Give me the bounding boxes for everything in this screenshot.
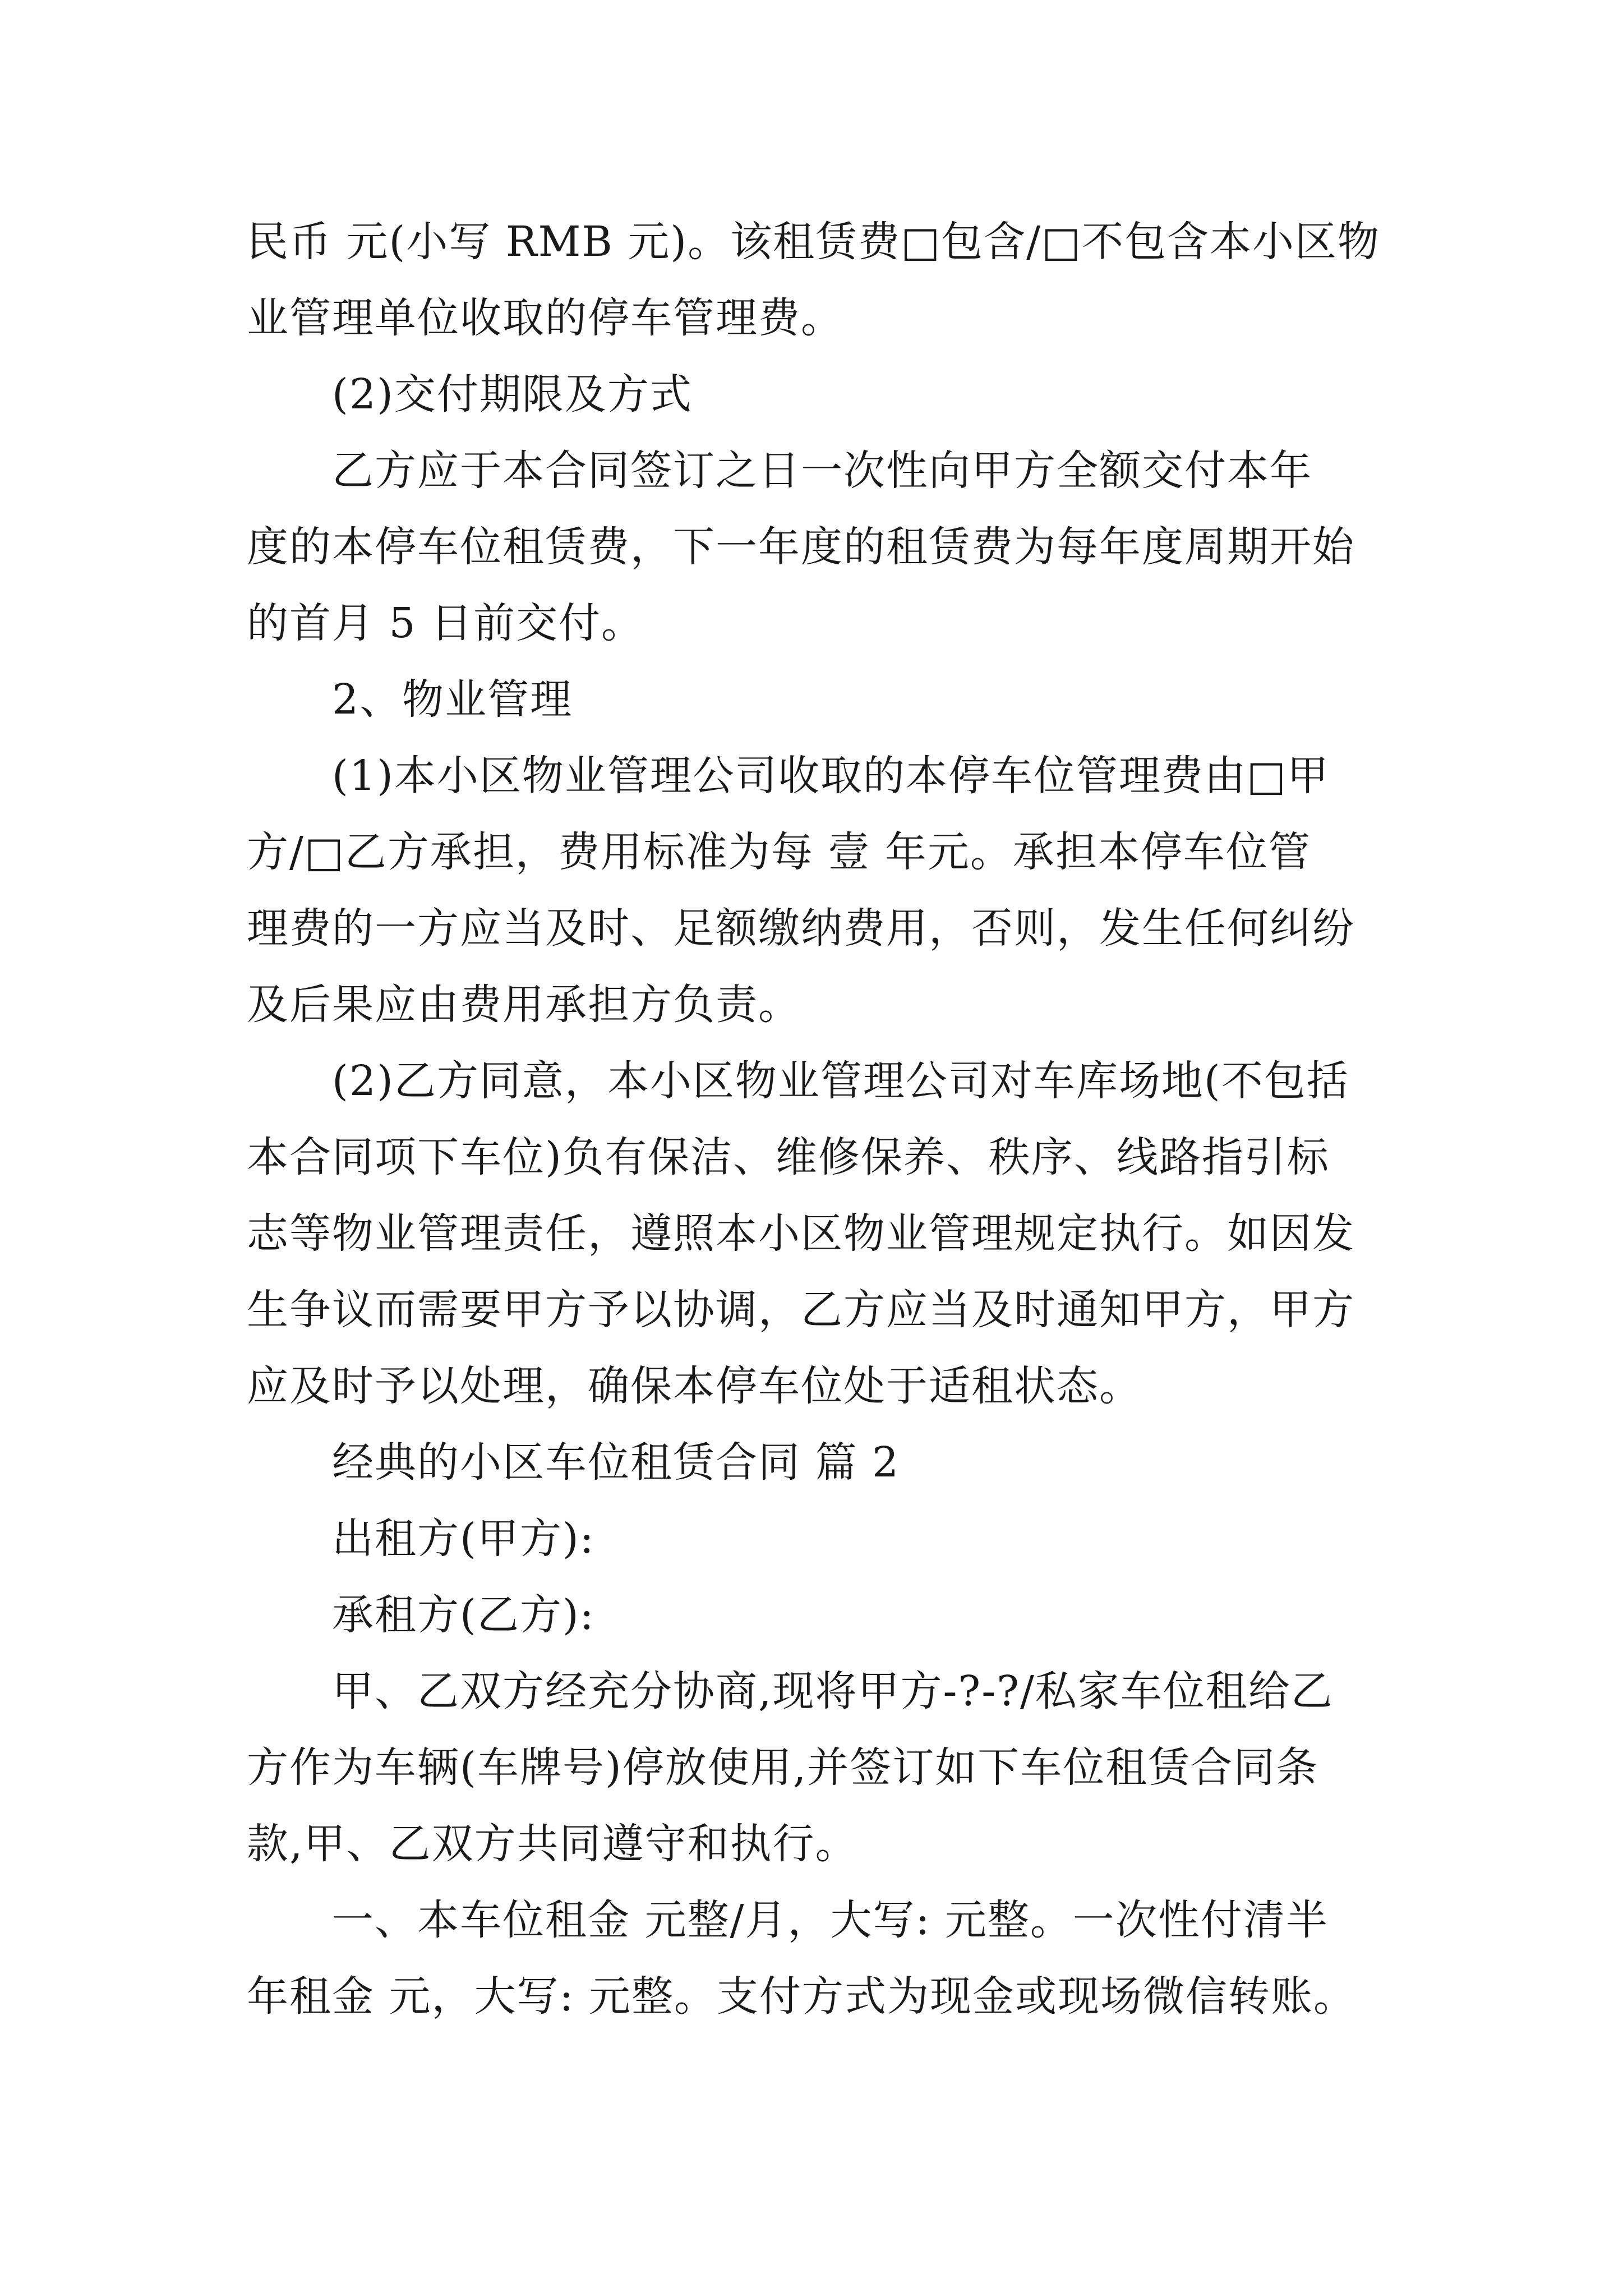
paragraph-line: 生争议而需要甲方予以协调，乙方应当及时通知甲方，甲方 bbox=[247, 1286, 1355, 1334]
section-heading: 经典的小区车位租赁合同 篇 2 bbox=[332, 1438, 900, 1487]
paragraph-line: (2)乙方同意，本小区物业管理公司对车库场地(不包括 bbox=[332, 1057, 1349, 1105]
paragraph-line: 承租方(乙方): bbox=[332, 1591, 595, 1639]
paragraph-line: 方/□乙方承担，费用标准为每 壹 年元。承担本停车位管 bbox=[247, 828, 1311, 876]
section-heading: 2、物业管理 bbox=[332, 675, 573, 724]
paragraph-line: 的首月 5 日前交付。 bbox=[247, 599, 644, 647]
paragraph-line: 款,甲、乙双方共同遵守和执行。 bbox=[247, 1820, 858, 1868]
paragraph-line: 志等物业管理责任，遵照本小区物业管理规定执行。如因发 bbox=[247, 1209, 1355, 1258]
paragraph-line: 理费的一方应当及时、足额缴纳费用，否则，发生任何纠纷 bbox=[247, 904, 1355, 953]
paragraph-line: 民币 元(小写 RMB 元)。该租赁费□包含/□不包含本小区物 bbox=[247, 218, 1380, 266]
paragraph-line: 一、本车位租金 元整/月，大写: 元整。一次性付清半 bbox=[332, 1896, 1329, 1944]
paragraph-line: 年租金 元，大写: 元整。支付方式为现金或现场微信转账。 bbox=[247, 1972, 1356, 2021]
paragraph-line: 甲、乙双方经充分协商,现将甲方-?-?/私家车位租给乙 bbox=[332, 1667, 1334, 1715]
section-heading: (2)交付期限及方式 bbox=[332, 370, 693, 418]
paragraph-line: 乙方应于本合同签订之日一次性向甲方全额交付本年 bbox=[332, 447, 1312, 495]
paragraph-line: 本合同项下车位)负有保洁、维修保养、秩序、线路指引标 bbox=[247, 1133, 1330, 1181]
paragraph-line: 业管理单位收取的停车管理费。 bbox=[247, 294, 843, 342]
paragraph-line: 出租方(甲方): bbox=[332, 1515, 595, 1563]
paragraph-line: 方作为车辆(车牌号)停放使用,并签订如下车位租赁合同条 bbox=[247, 1743, 1319, 1792]
paragraph-line: 及后果应由费用承担方负责。 bbox=[247, 981, 801, 1029]
paragraph-line: 应及时予以处理，确保本停车位处于适租状态。 bbox=[247, 1362, 1142, 1410]
paragraph-line: (1)本小区物业管理公司收取的本停车位管理费由□甲 bbox=[332, 752, 1330, 800]
paragraph-line: 度的本停车位租赁费，下一年度的租赁费为每年度周期开始 bbox=[247, 523, 1355, 571]
